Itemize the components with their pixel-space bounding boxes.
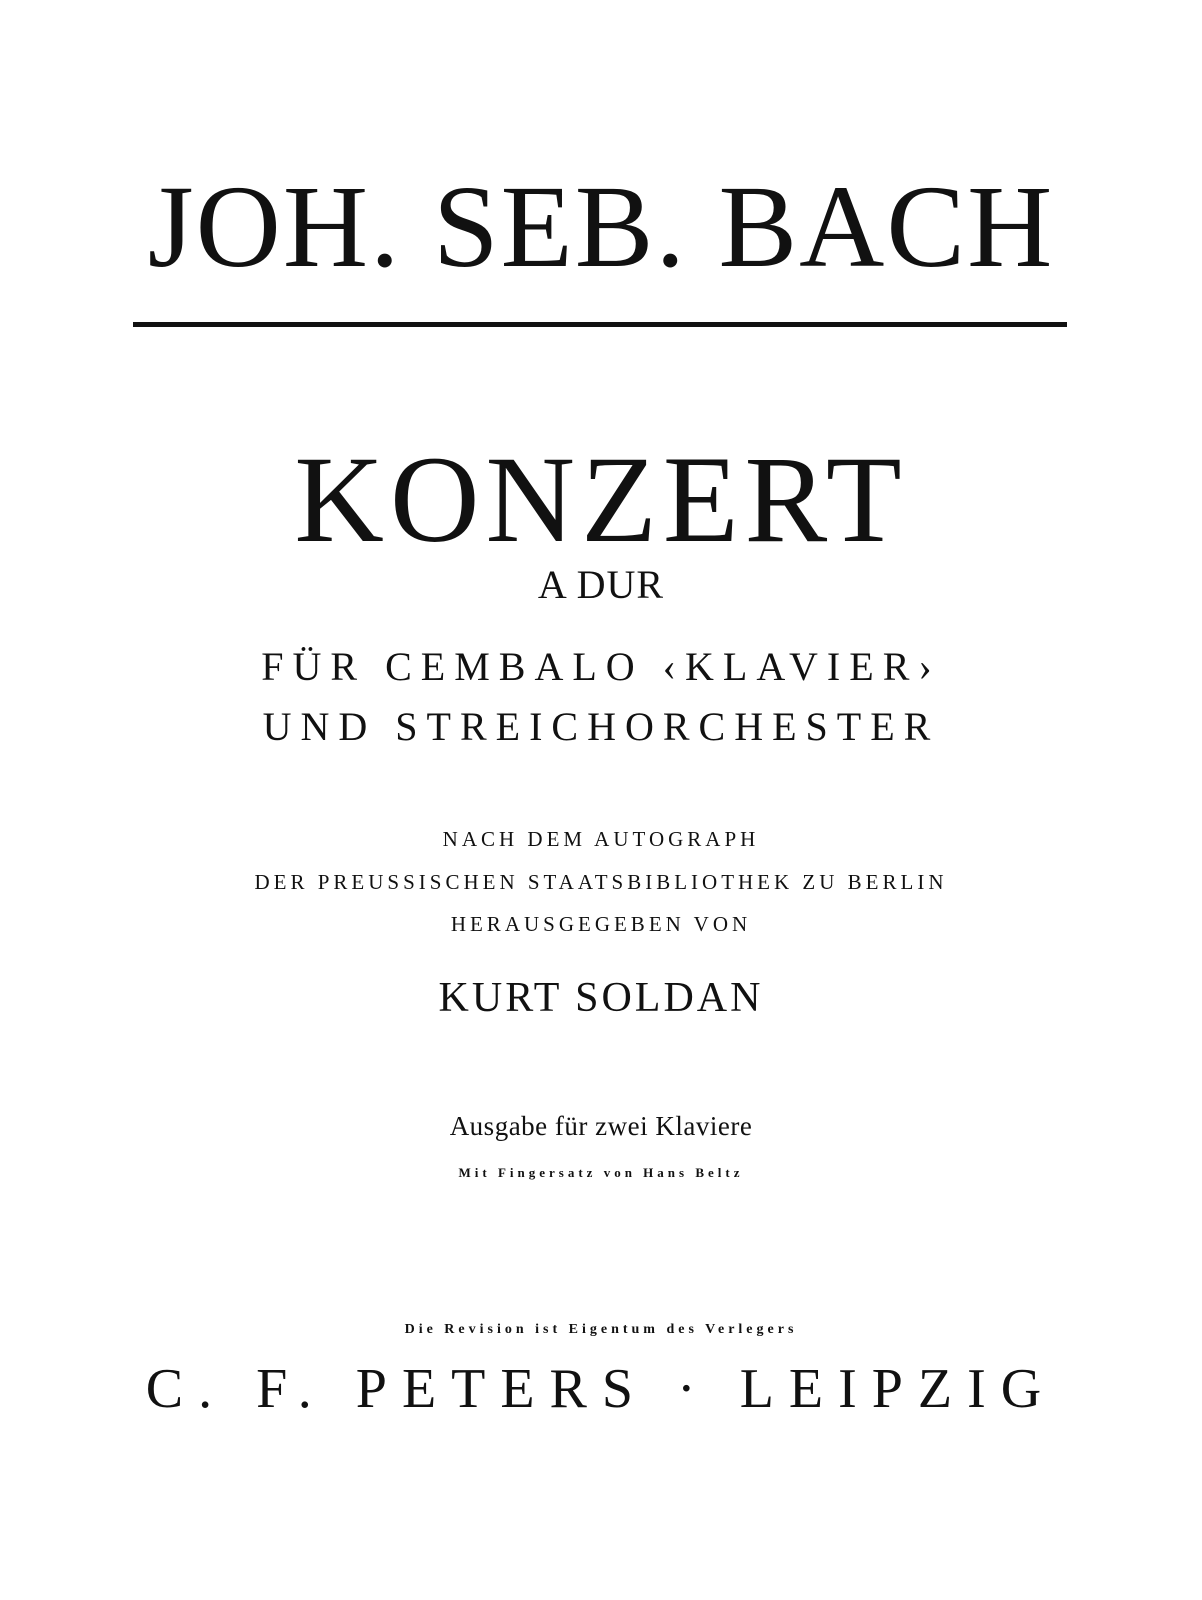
publisher-imprint: C. F. PETERS · LEIPZIG (145, 1358, 1057, 1420)
key-signature: A DUR (537, 562, 665, 607)
rights-notice: Die Revision ist Eigentum des Verlegers (404, 1322, 798, 1337)
edition-note: Ausgabe für zwei Klaviere (449, 1111, 753, 1141)
work-title: KONZERT (294, 431, 908, 568)
fingering-credit: Mit Fingersatz von Hans Beltz (458, 1165, 744, 1180)
source-line-3: HERAUSGEGEBEN VON (450, 912, 752, 936)
instrumentation-line-2: UND STREICHORCHESTER (262, 704, 940, 749)
source-line-1: NACH DEM AUTOGRAPH (442, 827, 760, 851)
source-line-2: DER PREUSSISCHEN STAATSBIBLIOTHEK ZU BERLIN (254, 870, 948, 894)
instrumentation-line-1: FÜR CEMBALO ‹KLAVIER› (261, 644, 941, 689)
title-divider (133, 322, 1067, 327)
editor-name: KURT SOLDAN (438, 975, 764, 1021)
composer-name: JOH. SEB. BACH (147, 161, 1055, 292)
